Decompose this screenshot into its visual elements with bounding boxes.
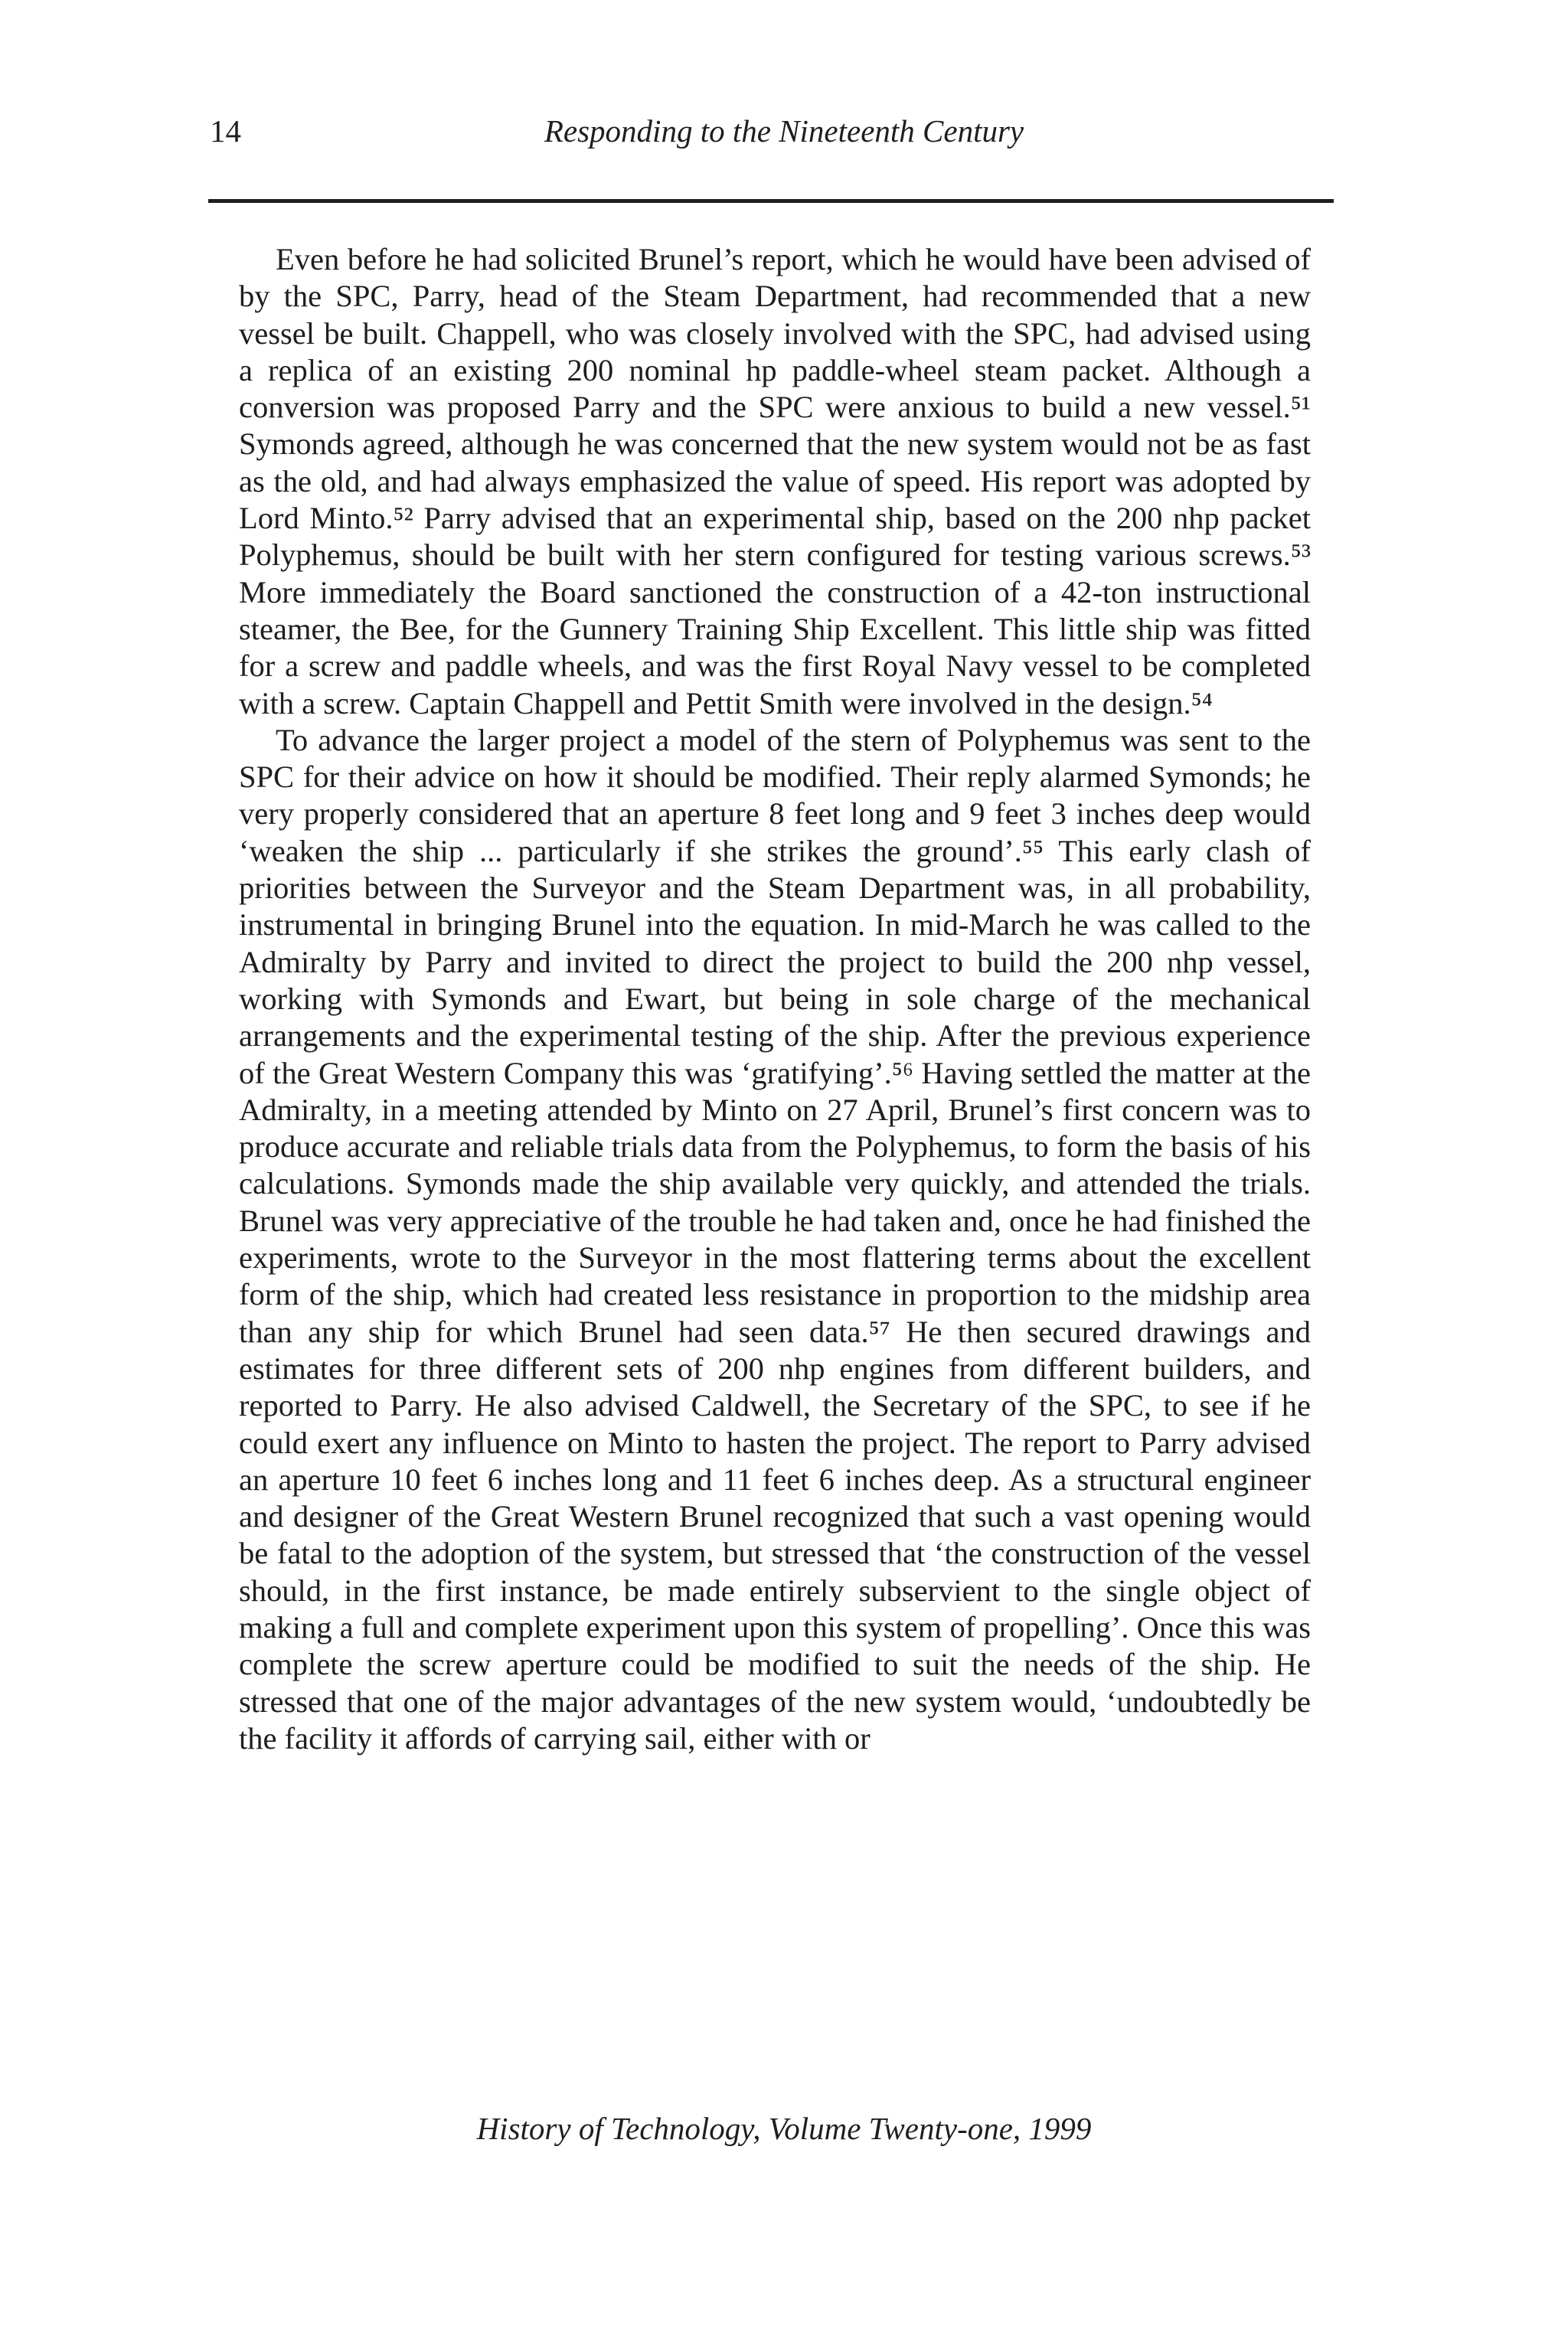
body-text [239, 241, 1311, 1757]
journal-footer: History of Technology, Volume Twenty-one, 1999 [476, 2111, 1092, 2146]
header-rule [208, 199, 1334, 203]
page-number: 14 [210, 113, 241, 149]
paragraph-1: Even before he had solicited Brunel’s report, which he would have been advised of by the SPC, Parry, head of the Steam Department, had recommended that a new vessel be built. Chappell, who was closely involved with the SPC, had advised using a replica of an existing 200 nominal hp paddle-wheel steam packet. Although a conversion was proposed Parry and the SPC were anxious to build a new vessel.⁵¹ Symonds agreed, although he was concerned that the new system would not be as fast as the old, and had always emphasized the value of speed. His report was adopted by Lord Minto.⁵² Parry advised that an experimental ship, based on the 200 nhp packet Polyphemus, should be built with her stern configured for testing various screws.⁵³ More immediately the Board sanctioned the construction of a 42-ton instructional steamer, the Bee, for the Gunnery Training Ship Excellent. This little ship was fitted for a screw and paddle wheels, and was the first Royal Navy vessel to be completed with a screw. Captain Chappell and Pettit Smith were involved in the design.⁵⁴ [239, 242, 1311, 720]
paragraph-2: To advance the larger project a model of the stern of Polyphemus was sent to the SPC for their advice on how it should be modified. Their reply alarmed Symonds; he very properly considered that an aperture 8 feet long and 9 feet 3 inches deep would ‘weaken the ship ... particularly if she strikes the ground’.⁵⁵ This early clash of priorities between the Surveyor and the Steam Department was, in all probability, instrumental in bringing Brunel into the equation. In mid-March he was called to the Admiralty by Parry and invited to direct the project to build the 200 nhp vessel, working with Symonds and Ewart, but being in sole charge of the mechanical arrangements and the experimental testing of the ship. After the previous experience of the Great Western Company this was ‘gratifying’.⁵⁶ Having settled the matter at the Admiralty, in a meeting attended by Minto on 27 April, Brunel’s first concern was to produce accurate and reliable trials data from the Polyphemus, to form the basis of his calculations. Symonds made the ship available very quickly, and attended the trials. Brunel was very appreciative of the trouble he had taken and, once he had finished the experiments, wrote to the Surveyor in the most flattering terms about the excellent form of the ship, which had created less resistance in proportion to the midship area than any ship for which Brunel had seen data.⁵⁷ He then secured drawings and estimates for three different sets of 200 nhp engines from different builders, and reported to Parry. He also advised Caldwell, the Secretary of the SPC, to see if he could exert any influence on Minto to hasten the project. The report to Parry advised an aperture 10 feet 6 inches long and 11 feet 6 inches deep. As a structural engineer and designer of the Great Western Brunel recognized that such a vast opening would be fatal to the adoption of the system, but stressed that ‘the construction of the vessel should, in the first instance, be made entirely subservient to the single object of making a full and complete experiment upon this system of propelling’. Once this was complete the screw aperture could be modified to suit the needs of the ship. He stressed that one of the major advantages of the new system would, ‘undoubtedly be the facility it affords of carrying sail, either with or [239, 722, 1311, 1756]
running-head: Responding to the Nineteenth Century [544, 113, 1024, 149]
